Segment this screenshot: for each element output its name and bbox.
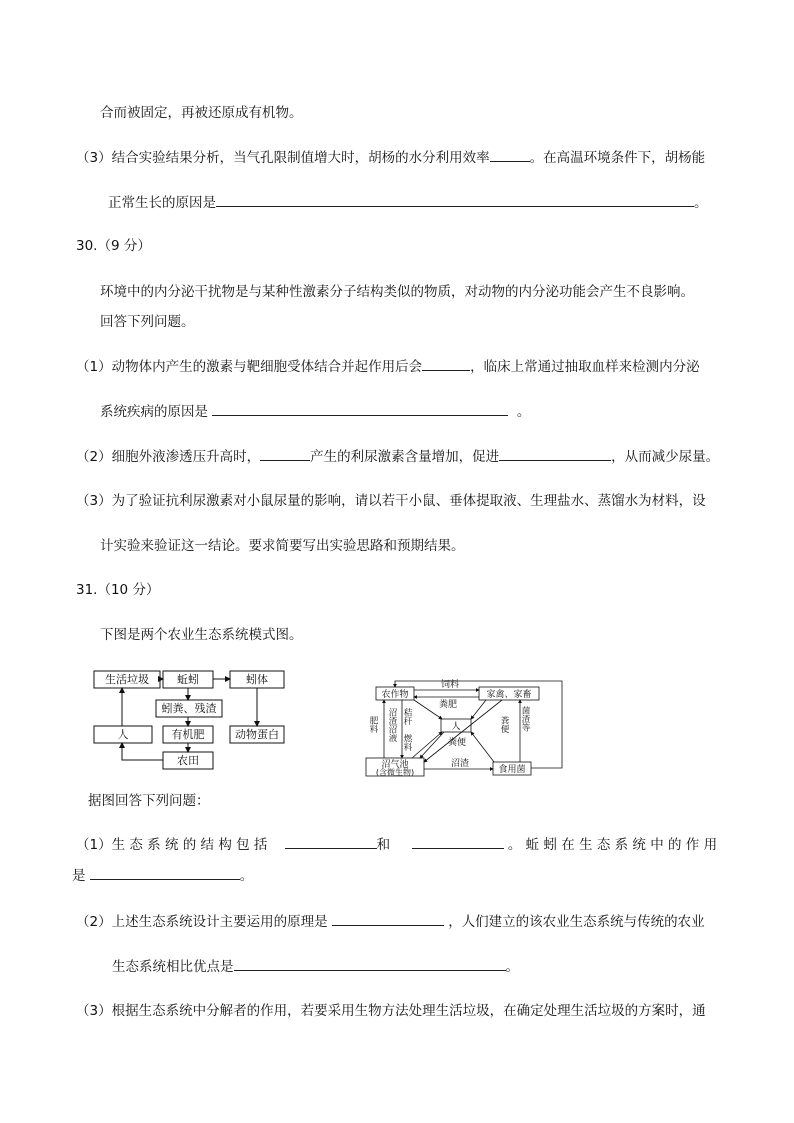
line-text: 回答下列问题。	[100, 314, 195, 330]
line-text: 。在高温环境条件下，胡杨能	[529, 150, 706, 166]
section-30-intro	[100, 312, 195, 332]
answer-blank[interactable]	[422, 356, 470, 371]
label-feed: 饲料	[440, 680, 460, 690]
s31-question-1	[76, 834, 720, 855]
s31-question-1-continued	[72, 865, 253, 886]
label-residue: 沼渣	[450, 759, 470, 769]
section-30-intro	[100, 282, 694, 302]
line-text: （3）为了验证抗利尿激素对小鼠尿量的影响，请以若干小鼠、垂体提取液、生理盐水、蒸馏水为材料，设	[76, 493, 706, 509]
line-text: （1）动物体内产生的激素与靶细胞受体结合并起作用后会	[76, 359, 423, 375]
label-feces: 粪便	[447, 738, 467, 748]
line-text: 系统疾病的原因是	[100, 404, 208, 420]
text-line	[100, 103, 303, 123]
node-feces-residue: 蚓粪、残渣	[161, 702, 217, 715]
line-text: 是	[72, 868, 86, 884]
section-31-heading	[76, 580, 159, 600]
answer-blank[interactable]	[499, 446, 611, 461]
node-biogas-sub: (含微生物)	[375, 768, 415, 777]
s31-question-3	[76, 1001, 706, 1021]
line-text: 下图是两个农业生态系统模式图。	[100, 627, 303, 643]
line-text: 。	[239, 868, 254, 884]
line-text: 环境中的内分泌干扰物是与某种性激素分子结构类似的物质，对动物的内分泌功能会产生不良影响。	[100, 284, 694, 300]
answer-blank[interactable]	[216, 192, 694, 207]
eco-diagram-right	[362, 678, 568, 780]
line-text: ，临床上常通过抽取血样来检测内分泌	[470, 359, 700, 375]
line-text: 和	[376, 837, 391, 853]
node-livestock: 家禽、家畜	[486, 690, 532, 700]
answer-blank[interactable]	[212, 401, 508, 416]
node-earthworm: 蚯蚓	[177, 673, 199, 686]
node-farmland: 农田	[177, 754, 199, 767]
line-text: （2）上述生态系统设计主要运用的原理是	[76, 914, 328, 930]
node-organic-fertilizer: 有机肥	[171, 728, 205, 741]
node-person: 人	[451, 722, 461, 732]
line-text: （3）结合实验结果分析，当气孔限制值增大时，胡杨的水分利用效率	[76, 150, 490, 166]
question-3-continued	[108, 192, 708, 213]
s30-question-1-continued	[100, 401, 530, 422]
line-text: 产生的利尿激素含量增加，促进	[310, 449, 500, 465]
node-worm-body: 蚓体	[246, 673, 268, 686]
line-text: （2）细胞外液渗透压升高时，	[76, 449, 261, 465]
s30-question-2	[76, 446, 719, 467]
answer-blank[interactable]	[490, 147, 530, 162]
section-heading: 30.（9 分）	[76, 238, 151, 254]
node-fungi: 食用菌	[498, 765, 526, 775]
label-biogas-liquid: 沼渣沼液	[387, 708, 397, 742]
answer-blank[interactable]	[412, 834, 504, 849]
line-text: 计实验来验证这一结论。要求简要写出实验思路和预期结果。	[100, 538, 465, 554]
line-text: 据图回答下列问题：	[88, 793, 210, 809]
label-straw: 秸秆	[402, 708, 412, 725]
label-fertilizer: 肥料	[368, 716, 378, 733]
node-crops: 农作物	[381, 690, 409, 700]
label-residue-etc: 菌渣等	[520, 706, 530, 732]
node-animal-protein: 动物蛋白	[235, 728, 279, 741]
s30-question-3	[76, 491, 706, 511]
line-text: 。	[505, 959, 519, 975]
label-feces-2: 粪便	[499, 716, 509, 733]
label-fuel: 燃料	[402, 734, 412, 751]
s31-question-2-continued	[112, 956, 519, 977]
eco-diagram-left	[90, 664, 300, 776]
line-text: ，从而减少尿量。	[611, 449, 720, 465]
section-31-after-diagram	[88, 791, 210, 811]
answer-blank[interactable]	[234, 956, 506, 971]
label-manure: 粪肥	[438, 700, 458, 710]
answer-blank[interactable]	[260, 446, 310, 461]
section-30-heading	[76, 236, 151, 256]
line-text: 。	[694, 195, 708, 211]
line-text: 正常生长的原因是	[108, 195, 216, 211]
section-31-intro	[100, 625, 303, 645]
answer-blank[interactable]	[90, 865, 240, 880]
s30-question-1	[76, 356, 700, 377]
line-text: 合而被固定，再被还原成有机物。	[100, 105, 303, 121]
node-biogas: 沼气池	[381, 760, 409, 770]
s30-question-3-continued	[100, 536, 465, 556]
line-text: ，人们建立的该农业生态系统与传统的农业	[448, 914, 705, 930]
s31-question-2	[76, 911, 705, 932]
line-text: 。	[516, 404, 531, 420]
node-garbage: 生活垃圾	[105, 673, 149, 686]
question-3	[76, 147, 705, 168]
line-text: 。 蚯 蚓 在 生 态 系 统 中 的 作 用	[507, 837, 718, 853]
answer-blank[interactable]	[332, 911, 444, 926]
section-heading: 31.（10 分）	[76, 582, 160, 598]
line-text: 生态系统相比优点是	[112, 959, 234, 975]
answer-blank[interactable]	[285, 834, 377, 849]
line-text: （1）生 态 系 统 的 结 构 包 括	[76, 837, 268, 853]
node-person: 人	[117, 728, 129, 741]
line-text: （3）根据生态系统中分解者的作用，若要采用生物方法处理生活垃圾，在确定处理生活垃圾的方案时，通	[76, 1003, 706, 1019]
